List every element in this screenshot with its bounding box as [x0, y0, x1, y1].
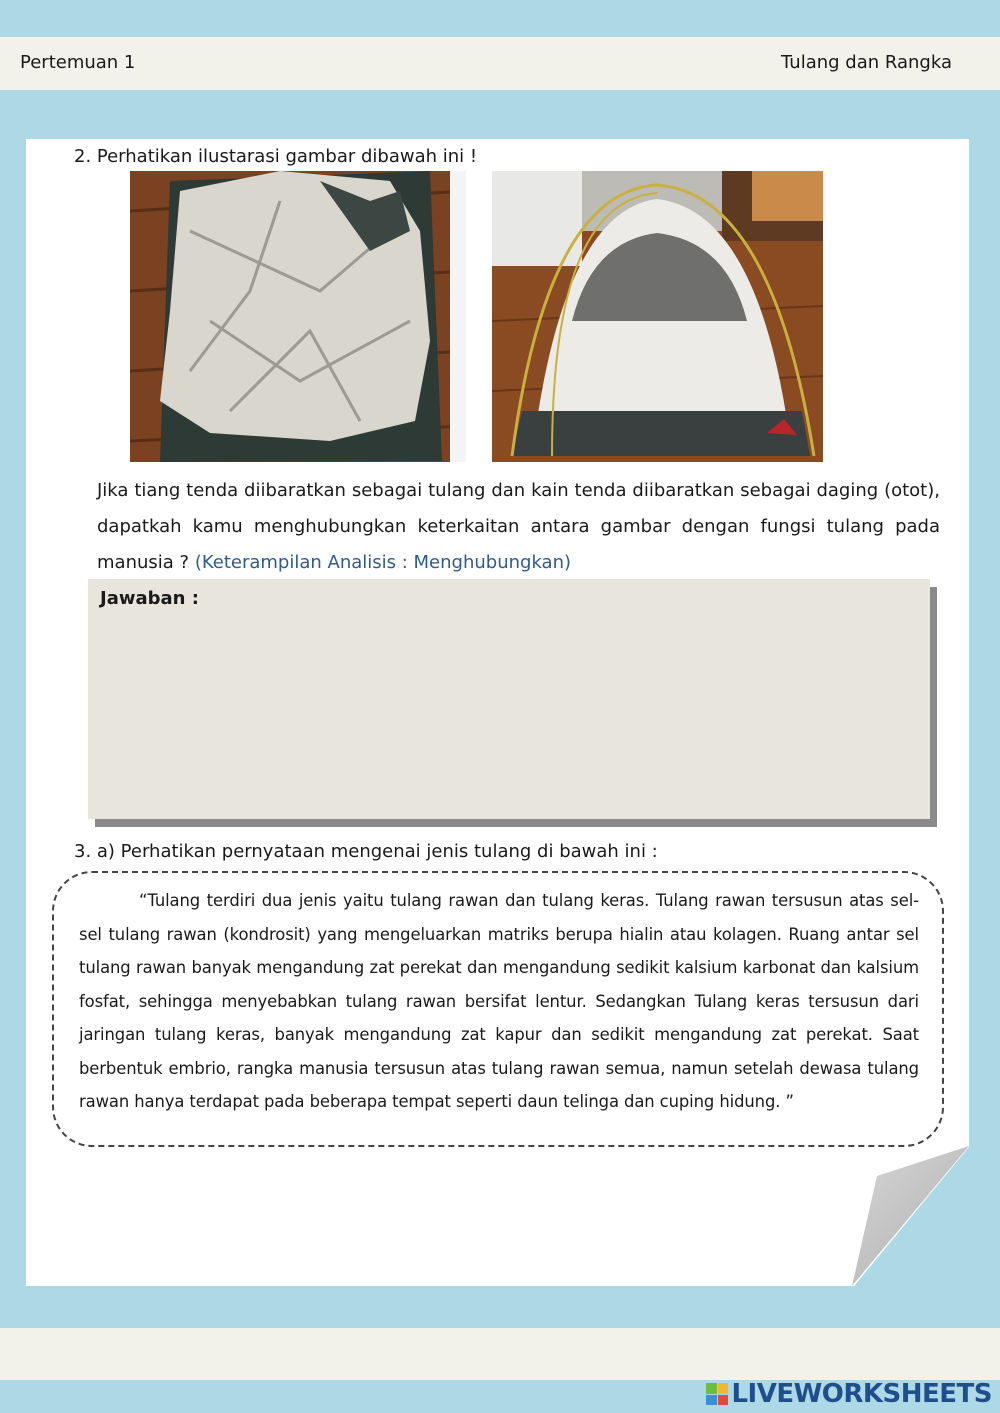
header-meeting-label: Pertemuan 1 [20, 52, 136, 73]
question-2-text [97, 473, 940, 581]
answer-box[interactable] [88, 579, 930, 819]
question-3-prompt: 3. a) Perhatikan pernyataan mengenai jenis tulang di bawah ini : [74, 841, 658, 862]
logo-text: LIVEWORKSHEETS [731, 1379, 992, 1409]
question-2-body: Jika tiang tenda diibaratkan sebagai tulang dan kain tenda diibaratkan sebagai daging (otot), dapatkah kamu menghubungkan keterkaitan antara gambar dengan fungsi tulang pada manusia ? [97, 480, 940, 573]
answer-label: Jawaban : [100, 588, 199, 609]
collapsed-tent-photo-icon [130, 171, 466, 462]
question-2-prompt: 2. Perhatikan ilustarasi gambar dibawah ini ! [74, 146, 478, 167]
bone-types-quote: “Tulang terdiri dua jenis yaitu tulang rawan dan tulang keras. Tulang rawan tersusun atas sel-sel tulang rawan (kondrosit) yang mengeluarkan matriks berupa hialin atau kolagen. Ruang antar sel tulang rawan banyak mengandung zat perekat dan mengandung sedikit kalsium karbonat dan kalsium fosfat, sehingga menyebabkan tulang rawan bersifat lentur. Sedangkan Tulang keras tersusun dari jaringan tulang keras, banyak mengandung zat kapur dan sedikit mengandung zat perekat. Saat berbentuk embrio, rangka manusia tersusun atas tulang rawan semua, namun setelah dewasa tulang rawan hanya terdapat pada beberapa tempat seperti daun telinga dan cuping hidung. ” [79, 891, 919, 1111]
skill-tag: (Keterampilan Analisis : Menghubungkan) [194, 552, 572, 573]
header-topic-label: Tulang dan Rangka [781, 52, 952, 73]
logo-mark-icon [706, 1383, 728, 1405]
erected-tent-photo-icon [492, 171, 823, 462]
footer-bar [0, 1328, 1000, 1380]
liveworksheets-logo [706, 1378, 992, 1410]
